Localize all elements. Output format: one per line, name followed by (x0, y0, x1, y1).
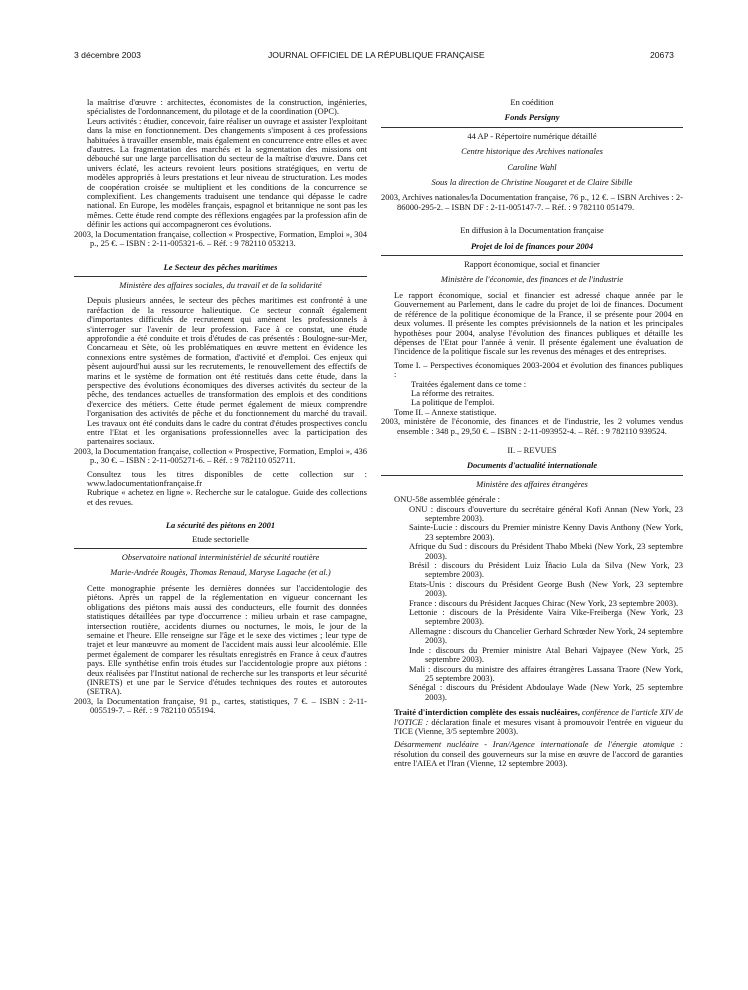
left-column (74, 98, 367, 716)
divider (381, 475, 683, 476)
pietons-paragraph: Cette monographie présente les dernières données sur l'accidentologie des piétons. Après un rappel de la réglementation en vigueur concernant les obligations des piétons mais aussi des conducteurs, elle fournit des données statistiques détaillées par type d'occurrence : milieu urbain et rase campagne, intersection routière, accidents diurnes ou nocturnes, le mois, le jour de la semaine et l'heure. Elle renseigne sur l'âge et le sexe des victimes ; leur type de trajet et leur manœuvre au moment de l'accident mais aussi leur alcoolémie. Elle permet également de comparer les résultats enregistrés en France à ceux d'autres pays. Elle synthétise enfin trois études sur l'accidentologie propre aux piétons : deux réalisées par l'Institut national de recherche sur les transports et leur sécurité (INRETS) et une par le Service d'études techniques des routes et autoroutes (SETRA). (87, 582, 367, 697)
tome-one-item: La réforme des retraites. (411, 387, 495, 398)
speech-item: Etats-Unis : discours du Président George Bush (New York, 23 septembre 2003). (409, 578, 683, 599)
header-date: 3 décembre 2003 (74, 50, 141, 60)
ministere-economie: Ministère de l'économie, des finances et de l'industrie (440, 274, 624, 285)
persigny-title: Fonds Persigny (504, 112, 560, 123)
divider (74, 548, 367, 549)
author-wahl: Caroline Wahl (507, 161, 557, 172)
speech-item: Mali : discours du ministre des affaires étrangères Lassana Traore (New York, 25 septembre 2003). (409, 663, 683, 683)
pietons-organization: Observatoire national interministériel de sécurité routière (121, 552, 320, 563)
right-column (381, 98, 683, 769)
repertoire-label: 44 AP - Répertoire numérique détaillé (467, 130, 597, 141)
collection-note: Consultez tous les titres disponibles de cette collection sur : www.ladocumentationfrançaise.fr (87, 468, 367, 489)
speech-item: ONU : discours d'ouverture du secrétaire général Kofi Annan (New York, 23 septembre 2003). (409, 503, 683, 523)
peches-paragraph: Depuis plusieurs années, le secteur des pêches maritimes est confronté à une raréfaction de la ressource halieutique. Ce secteur connaît également d'importantes difficultés de recrutement qui amènent les professionnels à s'interroger sur l'avenir de leur profession. Face à ce constat, une étude approfondie a été conduite et trois d'études de cas présentés : Boulogne-sur-Mer, Concarneau et Sète, où les problématiques en œuvre mettent en évidence les connexions entre systèmes de formation, d'activité et d'emploi. Ces enjeux qui pèsent aujourd'hui aussi sur les recrutements, le renouvellement des effectifs de marins et le système de formation ont été restitués dans cette étude, dans la perspective des évolutions économiques des diverses activités du secteur de la pêche, des tendances actuelles de transformation des emplois et des conditions d'exercice des métiers. Cette étude permet également de mieux comprendre l'organisation des activités de pêche et du fonctionnement du marché du travail. Les travaux ont été conduits dans le cadre du contrat d'études prospectives conclu entre l'Etat et les organisations professionnelles avec la participation des partenaires sociaux. (87, 295, 367, 447)
plf-reference: 2003, ministère de l'économie, des finances et de l'industrie, les 2 volumes vendus ensemble : 348 p., 29,50 €. – ISBN : 2-11-093952-4. – Réf. : 9 782110 939524. (381, 416, 683, 436)
centre-archives: Centre historique des Archives nationales (461, 146, 603, 157)
activites-paragraph: Leurs activités : étudier, concevoir, faire réaliser un ouvrage et assister l'exploitant dans la mise en fonctionnement. Des changements s'imposent à ces professions habituées à travailler ensemble, mais également en concurrence entre elles et avec d'autres. La fragmentation des marchés et la segmentation des missions ont débouché sur une large parcellisation du secteur de la maîtrise d'œuvre. Dans cet univers éclaté, les acteurs revoient leurs positions stratégiques, en vertu de modèles appropriés à leurs prestations et leur niveau de structuration. Les modes de coopération croisée se multiplient et les conditions de la concurrence se complexifient. Les changements traduisent une tendance qui dépasse le cadre national. En Europe, les modèles français, espagnol et britannique ne sont pas les mêmes. Cette étude rend compte des réflexions engagées par la profession afin de définir les actions qui accompagneront ces évolutions. (87, 115, 367, 230)
traite-bold: Traité d'interdiction complète des essais nucléaires, (394, 707, 580, 718)
divider (381, 255, 683, 256)
speech-item: France : discours du Président Jacques Chirac (New York, 23 septembre 2003). (409, 597, 679, 608)
pietons-title: La sécurité des piétons en 2001 (165, 520, 276, 531)
speech-item: Brésil : discours du Président Luiz Ïñacio Lula da Silva (New York, 23 septembre 2003). (409, 560, 683, 580)
desarmement-italic: Désarmement nucléaire - Iran/Agence internationale de l'énergie atomique : (394, 739, 683, 750)
traite-paragraph (381, 708, 683, 736)
diffusion-label: En diffusion à la Documentation française (460, 225, 604, 236)
pietons-subtitle: Etude sectorielle (192, 533, 249, 544)
tome-one: Tome I. – Perspectives économiques 2003-2004 et évolution des finances publiques : (394, 359, 683, 380)
pietons-authors: Marie-Andrée Rougès, Thomas Renaud, Maryse Lagache (et al.) (110, 567, 331, 578)
desarmement-paragraph (381, 740, 683, 768)
header-page-number: 20673 (650, 50, 674, 60)
divider (381, 127, 683, 128)
maitrise-oeuvre-paragraph: la maîtrise d'œuvre : architectes, économistes de la construction, ingénieries, spécialistes de l'ordonnancement, du pilotage et de la coordination (OPC). (87, 97, 367, 117)
persigny-reference: 2003, Archives nationales/la Documentation française, 76 p., 12 €. – ISBN Archives : 2-86000-295-2. – ISBN DF : 2-11-005147-7. – Réf. : 9 782110 051479. (381, 192, 683, 212)
rapport-label: Rapport économique, social et financier (464, 259, 600, 270)
speech-item: Inde : discours du Premier ministre Atal Behari Vajpayee (New York, 25 septembre 2003). (409, 644, 683, 665)
speech-item: Allemagne : discours du Chancelier Gerhard Schrœder New York, 24 septembre 2003). (409, 625, 683, 646)
speech-item: Afrique du Sud : discours du Président Thabo Mbeki (New York, 23 septembre 2003). (409, 541, 683, 561)
tome-one-item: La politique de l'emploi. (411, 397, 495, 408)
traite-italic: conférence de l'article XIV de l'OTICE : (394, 707, 684, 727)
coedition-label: En coédition (510, 97, 554, 107)
rapport-paragraph: Le rapport économique, social et financier est adressé chaque année par le Gouvernement au Parlement, dans le cadre du projet de loi de finances. Document de référence de la politique économique de la France, il se présente pour 2004 en deux volumes. Il présente les comptes prévisionnels de la nation et les principales hypothèses pour 2004, analyse l'évolution des finances publiques et détaille les dépenses de l'Etat pour l'année à venir. Il présente également une évaluation de l'incidence de la politique fiscale sur les revenus des ménages et des entreprises. (394, 289, 683, 357)
header-journal-title: JOURNAL OFFICIEL DE LA RÉPUBLIQUE FRANÇAISE (268, 50, 485, 60)
speech-item: Sénégal : discours du Président Abdoulaye Wade (New York, 25 septembre 2003). (409, 682, 683, 702)
direction-line: Sous la direction de Christine Nougaret et de Claire Sibille (431, 177, 633, 188)
desarmement-rest: résolution du conseil des gouverneurs sur la mise en œuvre de l'accord de garanties entre l'AIEA et l'Iran (Vienne, 12 septembre 2003). (394, 748, 683, 769)
maitrise-oeuvre-reference: 2003, la Documentation française, collection « Prospective, Formation, Emploi », 304 p., 25 €. – ISBN : 2-11-005321-6. – Réf. : 9 782110 053213. (74, 228, 367, 249)
speech-list (381, 505, 683, 703)
onu-heading: ONU-58e assemblée générale : (394, 494, 500, 505)
peches-title: Le Secteur des pêches maritimes (163, 261, 278, 272)
traite-rest: déclaration finale et mesures visant à promouvoir l'entrée en vigueur du TICE (Vienne, 3/5 septembre 2003). (394, 716, 683, 736)
tome-two: Tome II. – Annexe statistique. (394, 406, 497, 417)
tome-one-item: Traitées également dans ce tome : (411, 378, 527, 389)
revues-heading: II. – REVUES (507, 444, 557, 455)
speech-item: Sainte-Lucie : discours du Premier ministre Kenny Davis Anthony (New York, 23 septembre 2003). (409, 522, 683, 542)
rubrique-note: Rubrique « achetez en ligne ». Recherche sur le catalogue. Guide des collections et des revues. (87, 487, 367, 507)
divider (74, 276, 367, 277)
peches-ministry: Ministère des affaires sociales, du travail et de la solidarité (119, 279, 322, 290)
page-header (0, 0, 748, 58)
dai-title: Documents d'actualité internationale (466, 460, 598, 471)
mae-line: Ministère des affaires étrangères (476, 478, 588, 489)
speech-item: Lettonie : discours de la Présidente Vaira Vike-Freiberga (New York, 23 septembre 2003). (409, 607, 683, 627)
pietons-reference: 2003, la Documentation française, 91 p., cartes, statistiques, 7 €. – ISBN : 2-11-005519-7. – Réf. : 9 782110 055194. (74, 695, 367, 716)
plf-title: Projet de loi de finances pour 2004 (470, 240, 594, 251)
peches-reference: 2003, la Documentation française, collection « Prospective, Formation, Emploi », 436 p., 30 €. – ISBN : 2-11-005271-6. – Réf. : 9 782110 052711. (74, 445, 367, 466)
